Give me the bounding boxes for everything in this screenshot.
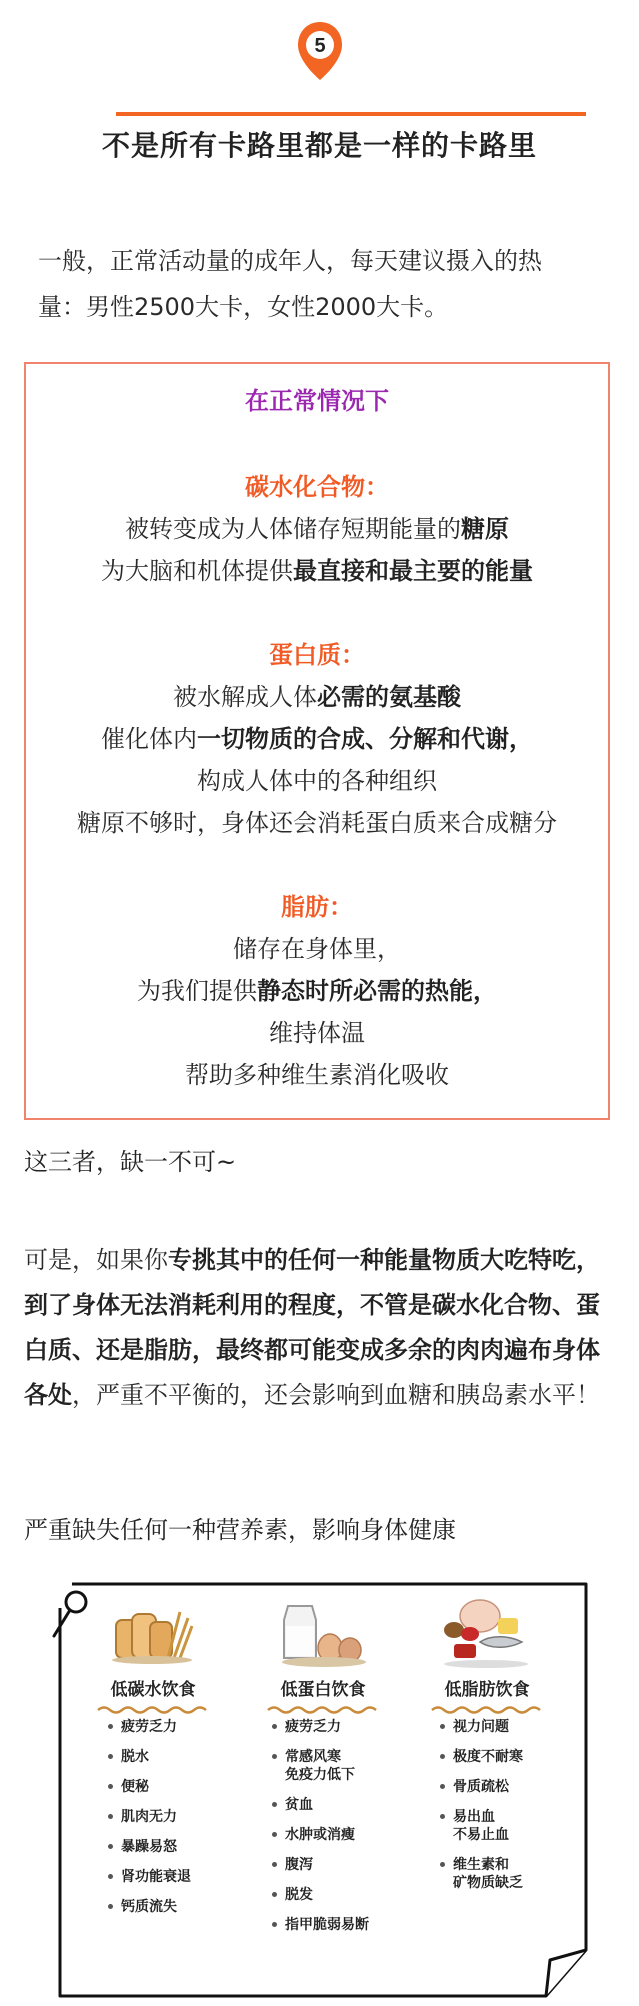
bullet-icon: [272, 1724, 277, 1729]
bullet-icon: [108, 1784, 113, 1789]
list-item: [272, 1916, 422, 1934]
list-item-text: 贫血: [285, 1797, 313, 1813]
protein-line-1-bold: 必需的氨基酸: [317, 683, 461, 711]
list-item: [440, 1778, 590, 1796]
list-item: [108, 1808, 258, 1826]
list-item-text: 疲劳乏力: [121, 1719, 177, 1735]
list-item: [108, 1778, 258, 1796]
bullet-icon: [272, 1802, 277, 1807]
wavy-divider: [412, 1705, 562, 1715]
protein-line-1: [24, 676, 610, 718]
bullet-icon: [272, 1922, 277, 1927]
low-carb-list: [108, 1718, 258, 1928]
list-item: [272, 1856, 422, 1874]
list-item-text: 肾功能衰退: [121, 1869, 191, 1885]
carb-line-2: [24, 550, 610, 592]
list-item-text: 便秘: [121, 1779, 149, 1795]
bullet-icon: [108, 1874, 113, 1879]
protein-title: 蛋白质：: [269, 641, 365, 669]
list-item-text: 肌肉无力: [121, 1809, 177, 1825]
intro-line-1: 一般，正常活动量的成年人，每天建议摄入的热: [38, 247, 542, 275]
bullet-icon: [440, 1724, 445, 1729]
bullet-icon: [440, 1862, 445, 1867]
bullet-icon: [108, 1724, 113, 1729]
bullet-icon: [108, 1844, 113, 1849]
bread-icon: [108, 1598, 196, 1666]
protein-line-2-bold: 一切物质的合成、分解和代谢，: [197, 725, 533, 753]
carb-line-1: [24, 508, 610, 550]
list-item: [108, 1868, 258, 1886]
list-item-text: 腹泻: [285, 1857, 313, 1873]
box-heading: 在正常情况下: [245, 387, 389, 415]
bullet-icon: [272, 1754, 277, 1759]
carb-line-2-bold: 最直接和最主要的能量: [293, 557, 533, 585]
list-item: [272, 1748, 422, 1784]
section-title: 不是所有卡路里都是一样的卡路里: [101, 129, 537, 162]
list-item-text: 常感风寒 免疫力低下: [285, 1749, 355, 1783]
meat-fish-icon: [440, 1594, 532, 1670]
milk-egg-icon: [278, 1596, 370, 1668]
fat-line-2-bold: 静态时所必需的热能，: [257, 977, 497, 1005]
low-fat-column: [412, 1675, 562, 1719]
list-item: [272, 1796, 422, 1814]
carb-title: 碳水化合物：: [245, 473, 389, 501]
closing-line: 这三者，缺一不可~: [24, 1148, 237, 1176]
list-item: [108, 1838, 258, 1856]
fat-line-2-text: 为我们提供: [137, 977, 257, 1005]
low-protein-column: [248, 1675, 398, 1719]
list-item-text: 脱水: [121, 1749, 149, 1765]
bullet-icon: [108, 1814, 113, 1819]
bullet-icon: [440, 1784, 445, 1789]
list-item-text: 维生素和 矿物质缺乏: [453, 1857, 523, 1891]
bullet-icon: [272, 1832, 277, 1837]
warning-bold: 专挑其中的任何一种能量物质大吃特吃，到了身体无法消耗利用的程度，不管是碳水化合物、蛋白质、还是脂肪，最终都可能变成多余的肉肉遍布身体各处: [24, 1246, 600, 1409]
list-item-text: 水肿或消瘦: [285, 1827, 355, 1843]
list-item: [108, 1898, 258, 1916]
section-number: 5: [314, 35, 326, 57]
list-item-text: 骨质疏松: [453, 1779, 509, 1795]
low-fat-title: 低脂肪饮食: [444, 1680, 530, 1700]
list-item: [272, 1886, 422, 1904]
fat-line-1: 储存在身体里，: [233, 935, 401, 963]
intro-paragraph: [38, 238, 618, 330]
list-item-text: 视力问题: [453, 1719, 509, 1735]
list-item-text: 指甲脆弱易断: [285, 1917, 369, 1933]
bullet-icon: [108, 1904, 113, 1909]
list-item: [440, 1808, 590, 1844]
low-carb-column: [78, 1675, 228, 1719]
list-item: [272, 1718, 422, 1736]
list-item-text: 疲劳乏力: [285, 1719, 341, 1735]
list-item: [272, 1826, 422, 1844]
list-item: [108, 1718, 258, 1736]
bullet-icon: [440, 1814, 445, 1819]
intro-line-2: 量：男性2500大卡，女性2000大卡。: [38, 293, 449, 321]
carb-line-1-bold: 糖原: [461, 515, 509, 543]
protein-line-4: 糖原不够时，身体还会消耗蛋白质来合成糖分: [77, 809, 557, 837]
wavy-divider: [78, 1705, 228, 1715]
list-item: [440, 1748, 590, 1766]
warning-text-1: 可是，如果你: [24, 1246, 168, 1274]
low-protein-title: 低蛋白饮食: [280, 1680, 366, 1700]
fat-line-2: [24, 970, 610, 1012]
carb-line-2-text: 为大脑和机体提供: [101, 557, 293, 585]
protein-line-2: [24, 718, 610, 760]
low-protein-list: [272, 1718, 422, 1946]
list-item: [440, 1856, 590, 1892]
location-pin-icon: [296, 20, 344, 100]
bullet-icon: [272, 1892, 277, 1897]
wavy-divider: [248, 1705, 398, 1715]
list-item-text: 脱发: [285, 1887, 313, 1903]
list-item: [108, 1748, 258, 1766]
list-item: [440, 1718, 590, 1736]
deficiency-line: 严重缺失任何一种营养素，影响身体健康: [24, 1516, 456, 1544]
list-item-text: 易出血 不易止血: [453, 1809, 509, 1843]
carb-line-1-text: 被转变成为人体储存短期能量的: [125, 515, 461, 543]
list-item-text: 钙质流失: [121, 1899, 177, 1915]
warning-paragraph: [24, 1238, 616, 1418]
protein-line-2-text: 催化体内: [101, 725, 197, 753]
fat-line-3: 维持体温: [269, 1019, 365, 1047]
low-fat-list: [440, 1718, 590, 1904]
header-divider: [116, 112, 586, 116]
bullet-icon: [440, 1754, 445, 1759]
bullet-icon: [108, 1754, 113, 1759]
protein-line-3: 构成人体中的各种组织: [197, 767, 437, 795]
list-item-text: 极度不耐寒: [453, 1749, 523, 1765]
bullet-icon: [272, 1862, 277, 1867]
low-carb-title: 低碳水饮食: [110, 1680, 196, 1700]
list-item-text: 暴躁易怒: [121, 1839, 177, 1855]
fat-title: 脂肪：: [281, 893, 353, 921]
warning-text-2: ，严重不平衡的，还会影响到血糖和胰岛素水平！: [72, 1381, 600, 1409]
fat-line-4: 帮助多种维生素消化吸收: [185, 1061, 449, 1089]
protein-line-1-text: 被水解成人体: [173, 683, 317, 711]
